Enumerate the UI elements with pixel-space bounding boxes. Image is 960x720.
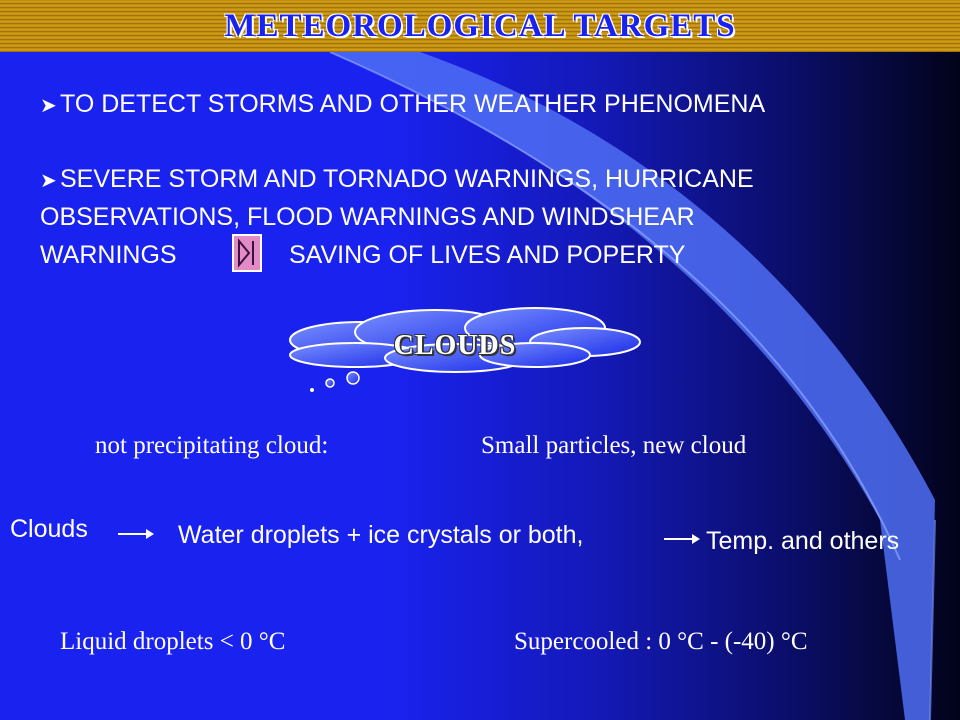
supercooled-text: Supercooled : 0 °C - (-40) °C — [514, 628, 808, 655]
clouds-label: CLOUDS — [393, 330, 517, 361]
clouds-word: Clouds — [10, 515, 88, 543]
bullet-1-text: TO DETECT STORMS AND OTHER WEATHER PHENOMENA — [60, 90, 766, 118]
right-arrow-icon — [664, 532, 700, 546]
arrow-bullet-icon: ➤ — [40, 93, 57, 117]
not-precipitating-description: Small particles, new cloud — [481, 432, 747, 459]
liquid-droplets-text: Liquid droplets < 0 °C — [60, 628, 286, 655]
bullet-2-line-2: OBSERVATIONS, FLOOD WARNINGS AND WINDSHEAR — [40, 203, 695, 231]
implies-arrow-icon — [232, 234, 262, 272]
bullet-2-line-3-left: WARNINGS — [40, 241, 177, 269]
bullet-2-line-1: SEVERE STORM AND TORNADO WARNINGS, HURRICANE — [60, 165, 754, 193]
right-arrow-icon — [118, 527, 154, 541]
clouds-composition: Water droplets + ice crystals or both, — [178, 521, 584, 549]
not-precipitating-label: not precipitating cloud: — [95, 432, 329, 459]
clouds-dependency: Temp. and others — [706, 527, 900, 555]
arrow-bullet-icon: ➤ — [40, 168, 57, 192]
bullet-2-line-3-right: SAVING OF LIVES AND POPERTY — [289, 241, 686, 269]
page-title: METEOROLOGICAL TARGETS — [224, 8, 736, 44]
